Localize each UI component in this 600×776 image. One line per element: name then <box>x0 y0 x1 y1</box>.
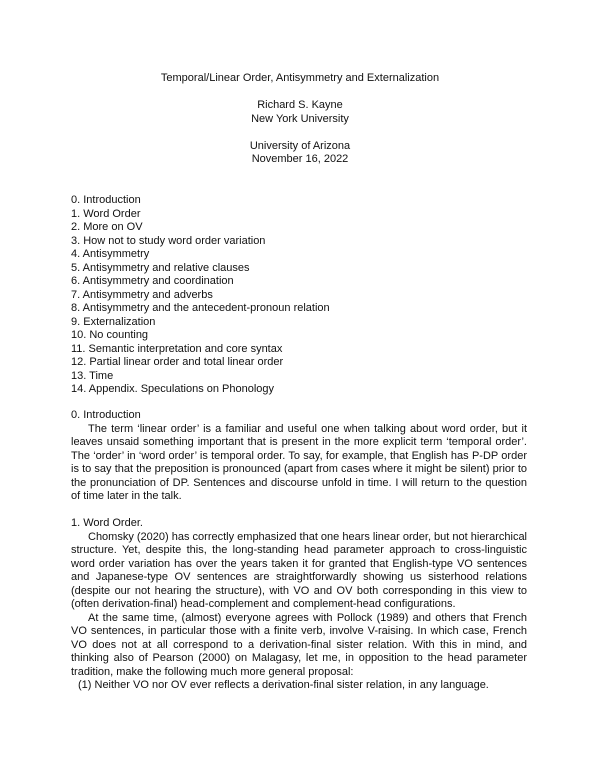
author-name: Richard S. Kayne <box>257 99 343 111</box>
title-block <box>0 72 600 167</box>
toc-item: 1. Word Order <box>71 207 141 220</box>
introduction-paragraph: The term ‘linear order’ is a familiar and useful one when talking about word order, but it leaves unsaid something important that is present in the more explicit term ‘temporal order’. The ‘order’ in ‘word order’ is temporal order. To say, for example, that English has P-DP order is to say that the preposition is pronounced (apart from cases where it might be silent) prior to the pronunciation of DP. Sentences and discourse unfold in time. I will return to the question of time later in the talk. <box>71 422 527 502</box>
toc-item: 13. Time <box>71 369 114 382</box>
toc-item: 2. More on OV <box>71 221 143 233</box>
toc-item: 7. Antisymmetry and adverbs <box>71 288 213 301</box>
toc-item: 9. Externalization <box>71 315 156 328</box>
toc-item: 11. Semantic interpretation and core syntax <box>71 342 283 355</box>
word-order-paragraph-2: At the same time, (almost) everyone agrees with Pollock (1989) and others that French VO sentences, in particular those with a finite verb, involve V-raising. In which case, French VO does not at all correspond to a derivation-final sister relation. With this in mind, and thinking also of Pearson (2000) on Malagasy, let me, in opposition to the head parameter tradition, make the following much more general proposal: <box>71 611 527 678</box>
toc-item: 10. No counting <box>71 329 149 341</box>
toc-item: 12. Partial linear order and total linear order <box>71 356 284 368</box>
main-text <box>71 409 527 693</box>
paper-title: Temporal/Linear Order, Antisymmetry and Externalization <box>160 72 440 84</box>
table-of-contents <box>71 194 531 397</box>
toc-item: 14. Appendix. Speculations on Phonology <box>71 383 275 395</box>
section-heading-word-order: 1. Word Order. <box>71 517 143 529</box>
paper-date: November 16, 2022 <box>251 153 349 165</box>
toc-item: 6. Antisymmetry and coordination <box>71 275 234 287</box>
toc-item: 5. Antisymmetry and relative clauses <box>71 261 250 274</box>
toc-item: 3. How not to study word order variation <box>71 234 266 247</box>
toc-item: 8. Antisymmetry and the antecedent-pronoun relation <box>71 302 330 314</box>
section-heading-introduction: 0. Introduction <box>71 409 141 421</box>
word-order-paragraph-1: Chomsky (2020) has correctly emphasized that one hears linear order, but not hierarchical structure. Yet, despite this, the long-standing head parameter approach to cross-linguistic word order variation has over the years taken it for granted that English-type VO sentences and Japanese-type OV sentences are straightforwardly showing us sisterhood relations (despite our not hearing the structure), with VO and OV both corresponding in this view to (often derivation-final) head-complement and complement-head configurations. <box>71 530 528 610</box>
toc-item: 0. Introduction <box>71 194 141 206</box>
example-1: (1) Neither VO nor OV ever reflects a derivation-final sister relation, in any language. <box>78 679 489 691</box>
toc-item: 4. Antisymmetry <box>71 248 150 260</box>
author-affiliation-1: New York University <box>251 112 349 125</box>
author-affiliation-2: University of Arizona <box>249 139 351 152</box>
